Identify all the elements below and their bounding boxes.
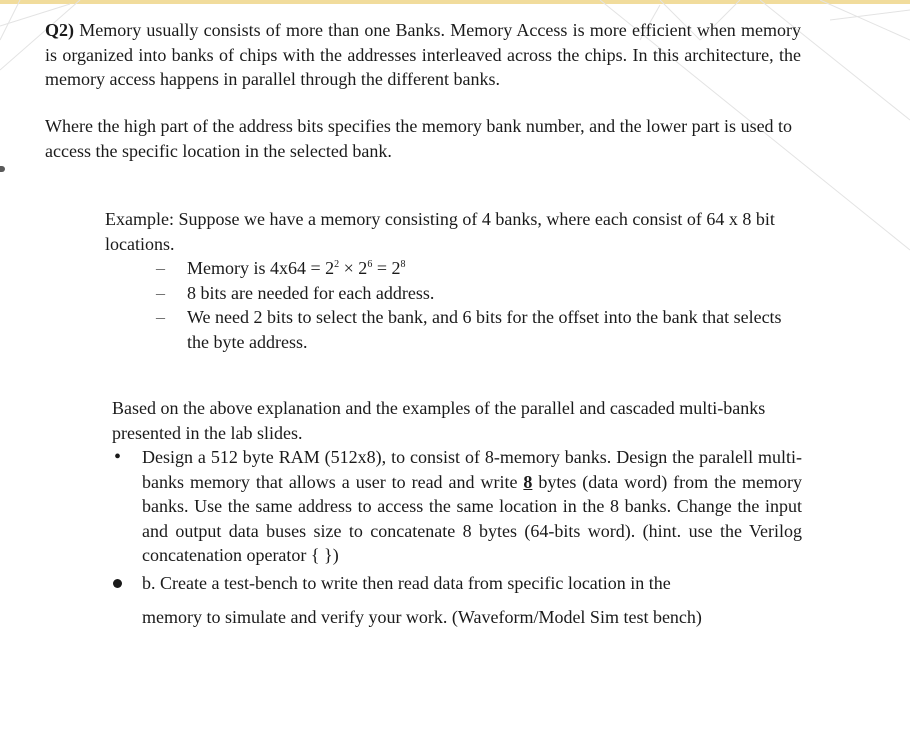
- q2-intro-text: Memory usually consists of more than one Banks. Memory Access is more efficient when memory is organized into banks of chips with the addresses interleaved across the chips. In this architecture, the memory access happens in parallel through the different banks.: [45, 20, 801, 89]
- task-item-b-line1: b. Create a test-bench to write then read data from specific location in the: [112, 566, 802, 600]
- task-list: [112, 445, 802, 568]
- example-text: Example: Suppose we have a memory consisting of 4 banks, where each consist of 64 x 8 bit locations.: [105, 209, 775, 254]
- task-item-a: • Design a 512 byte RAM (512x8), to consist of 8-memory banks. Design the paralell multi-banks memory that allows a user to read and write 8 bytes (data word) from the memory banks. Use the same address to access the same location in the 8 banks. Change the input and output data buses size to concatenate 8 bytes (64-bits word). (hint. use the Verilog concatenation operator { }): [142, 445, 802, 568]
- task-block: [112, 396, 802, 568]
- example-item-memory-size: – Memory is $4x64 = 2^2 \times 2^6 = 2^8$: [187, 256, 801, 281]
- task-intro: Based on the above explanation and the examples of the parallel and cascaded multi-banks presented in the lab slides.: [112, 398, 766, 443]
- example-block: [105, 207, 801, 354]
- side-marker: [0, 166, 5, 172]
- example-list: [105, 256, 801, 354]
- q2-intro-paragraph: [45, 18, 801, 92]
- bullet-dot-icon: [113, 579, 122, 588]
- question-label: Q2): [45, 20, 74, 40]
- task-item-b-line2: memory to simulate and verify your work. (Waveform/Model Sim test bench): [142, 607, 702, 627]
- emphasis-bytes: 8: [523, 471, 533, 492]
- top-accent-bar: [0, 0, 910, 4]
- address-bits-paragraph: Where the high part of the address bits specifies the memory bank number, and the lower part is used to access the specific location in the selected bank.: [45, 116, 793, 161]
- task-item-b: [112, 566, 802, 634]
- example-item-bank-select: – We need 2 bits to select the bank, and 6 bits for the offset into the bank that selects the byte address.: [187, 305, 801, 354]
- example-item-address-bits: – 8 bits are needed for each address.: [187, 281, 801, 306]
